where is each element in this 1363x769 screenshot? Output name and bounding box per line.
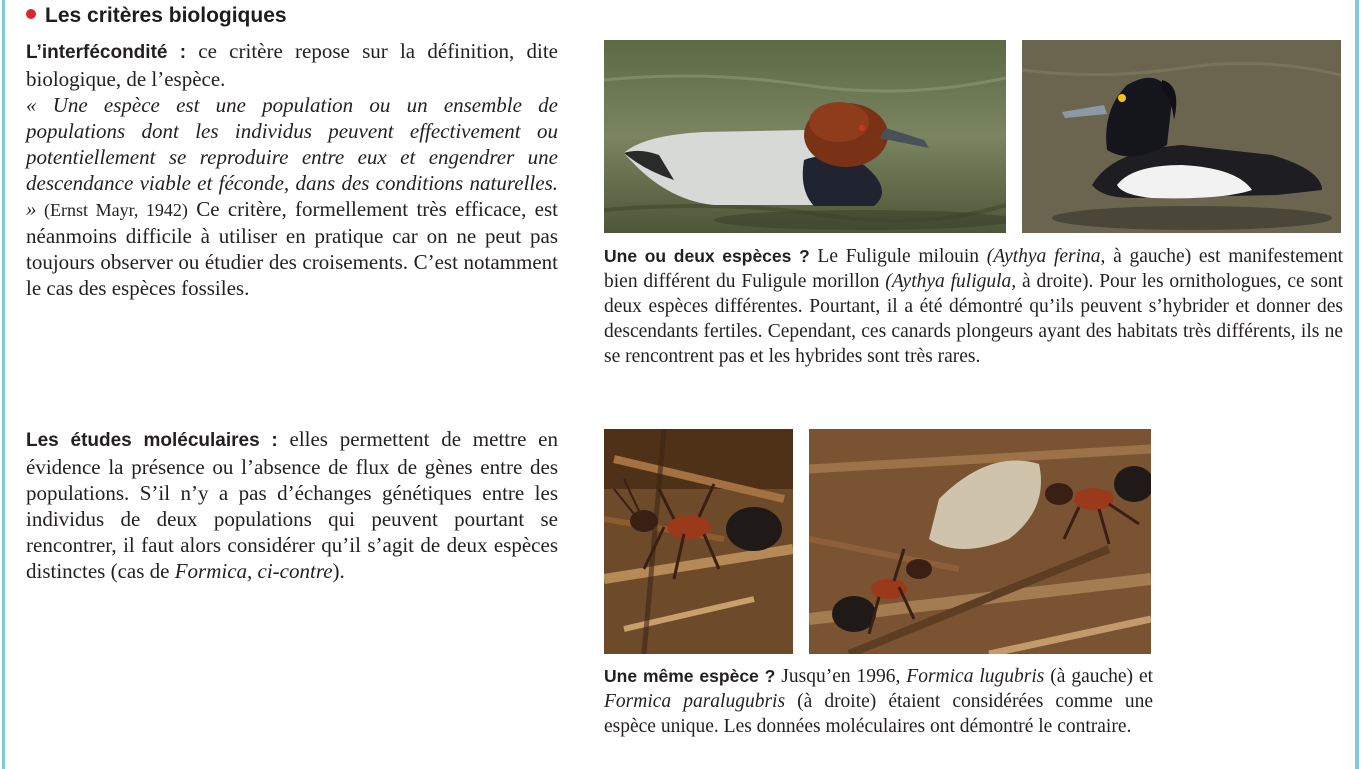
species-formica-paralugubris: Formica paralugubris bbox=[604, 691, 786, 712]
label-moleculaires: Les études moléculaires : bbox=[26, 430, 278, 451]
page-border-right bbox=[1355, 0, 1359, 769]
caption-ducks-text: ) est manifestement bien différent du Fuligule morillon bbox=[604, 246, 1344, 292]
interfecondite-intro: ce critère repose sur la définition, dite biologique, de l’espèce. bbox=[26, 39, 558, 91]
ant-photo-icon bbox=[809, 429, 1151, 654]
caption-ducks-label: Une ou deux espèces ? bbox=[604, 246, 810, 266]
page-border-left bbox=[2, 0, 5, 769]
caption-ducks-text: Le Fuligule milouin bbox=[809, 246, 987, 267]
caption-ants-text: (à droite) étaient considérées comme une espèce unique. Les données moléculaires ont démontré le contraire. bbox=[604, 691, 1153, 737]
caption-ants-text: Jusqu’en 1996, bbox=[775, 666, 907, 687]
species-aythya-ferina: (Aythya ferina, bbox=[986, 246, 1106, 267]
genus-formica: Formica, ci-contre bbox=[174, 559, 333, 583]
moleculaires-end: ). bbox=[332, 559, 345, 583]
duck-pochard-photo-icon bbox=[604, 40, 1006, 233]
mayr-citation: (Ernst Mayr, 1942) bbox=[36, 200, 188, 220]
mayr-quote: « Une espèce est une population ou un ensemble de populations dont les individus peuvent effectivement ou potentiellement se reproduire entre eux et engendrer une descendance viable et féconde, dans des conditions naturelles. » bbox=[26, 93, 558, 221]
caption-ants bbox=[604, 664, 1153, 739]
species-formica-lugubris: Formica lugubris bbox=[906, 666, 1045, 687]
caption-ducks bbox=[604, 244, 1343, 369]
caption-ducks-text: à gauche bbox=[1105, 246, 1185, 267]
species-aythya-fuligula: (Aythya fuligula, bbox=[885, 271, 1017, 292]
photo-formica-lugubris bbox=[604, 429, 793, 654]
section-title-text: Les critères biologiques bbox=[45, 4, 287, 27]
duck-tufted-photo-icon bbox=[1022, 40, 1341, 233]
photo-fuligule-milouin bbox=[604, 40, 1006, 233]
label-interfecondite: L’interfécondité : bbox=[26, 42, 187, 63]
caption-ants-text: (à gauche) et bbox=[1044, 666, 1154, 687]
interfecondite-body: Ce critère, formellement très efficace, est néanmoins difficile à utiliser en pratique car on ne peut pas toujours observer ou étudier des croisements. C’est notamment le cas des espèces fossiles. bbox=[26, 197, 558, 300]
paragraph-moleculaires bbox=[26, 426, 558, 584]
caption-ducks-text: ). Pour les ornithologues, ce sont deux espèces différentes. Pourtant, il a été démontré qu’ils peuvent s’hybrider et donner des descendants fertiles. Cependant, ces canards plongeurs ayant des habitats très différents, ils ne se rencontrent pas et les hybrides sont très rares. bbox=[604, 271, 1344, 367]
photo-fuligule-morillon bbox=[1022, 40, 1341, 233]
section-title bbox=[26, 3, 287, 29]
red-bullet-icon bbox=[26, 9, 36, 19]
caption-ants-label: Une même espèce ? bbox=[604, 666, 776, 686]
caption-ducks-text: à droite bbox=[1016, 271, 1082, 292]
moleculaires-body: elles permettent de mettre en évidence la présence ou l’absence de flux de gènes entre des populations. S’il n’y a pas d’échanges génétiques entre les individus de deux populations qui peuvent pourtant se rencontrer, il faut alors considérer qu’il s’agit de deux espèces distinctes (cas de bbox=[26, 427, 558, 583]
photo-formica-paralugubris bbox=[809, 429, 1151, 654]
ant-photo-icon bbox=[604, 429, 793, 654]
paragraph-interfecondite bbox=[26, 38, 558, 301]
